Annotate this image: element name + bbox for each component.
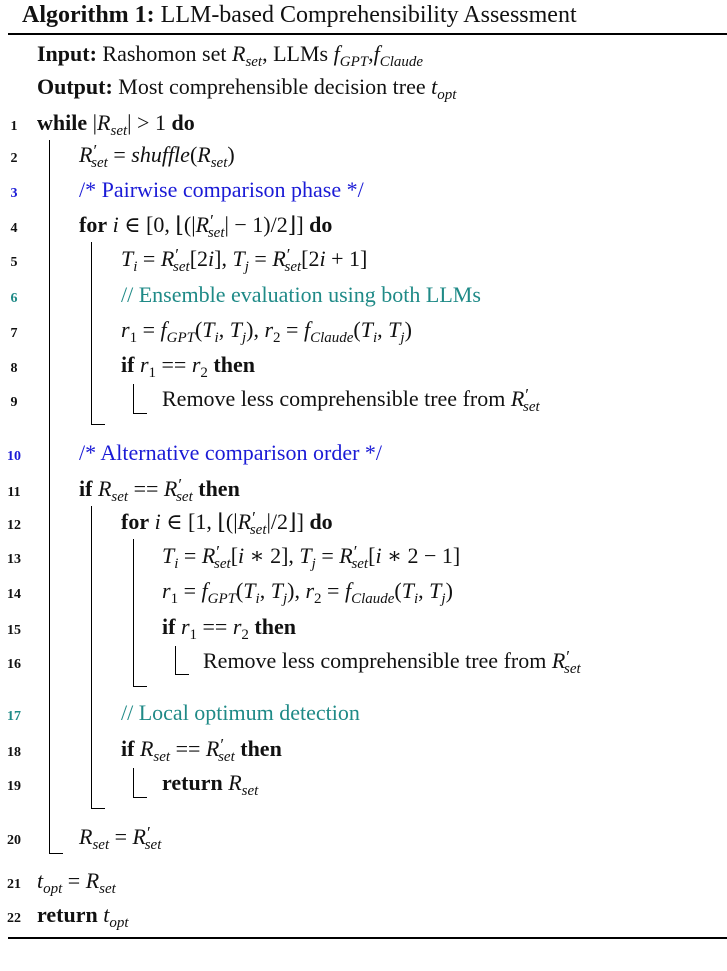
if2-block-bar xyxy=(175,646,176,675)
if3-block-bar xyxy=(133,768,134,798)
if-set-block-end xyxy=(91,808,105,809)
if-block-bar xyxy=(133,384,134,414)
if2-block-end xyxy=(175,674,189,675)
for2-block-end xyxy=(133,686,147,687)
for-block-bar xyxy=(91,242,92,425)
if3-block-end xyxy=(133,797,147,798)
for-block-end xyxy=(91,424,105,425)
for2-block-bar xyxy=(133,539,134,687)
while-block-end xyxy=(49,853,63,854)
algorithm-title: Algorithm 1: LLM-based Comprehensibility Assessment xyxy=(22,2,577,28)
while-block-bar xyxy=(49,140,50,854)
if-block-end xyxy=(133,413,147,414)
top-rule xyxy=(8,33,727,35)
bottom-rule xyxy=(8,937,727,939)
if-set-block-bar xyxy=(91,506,92,809)
